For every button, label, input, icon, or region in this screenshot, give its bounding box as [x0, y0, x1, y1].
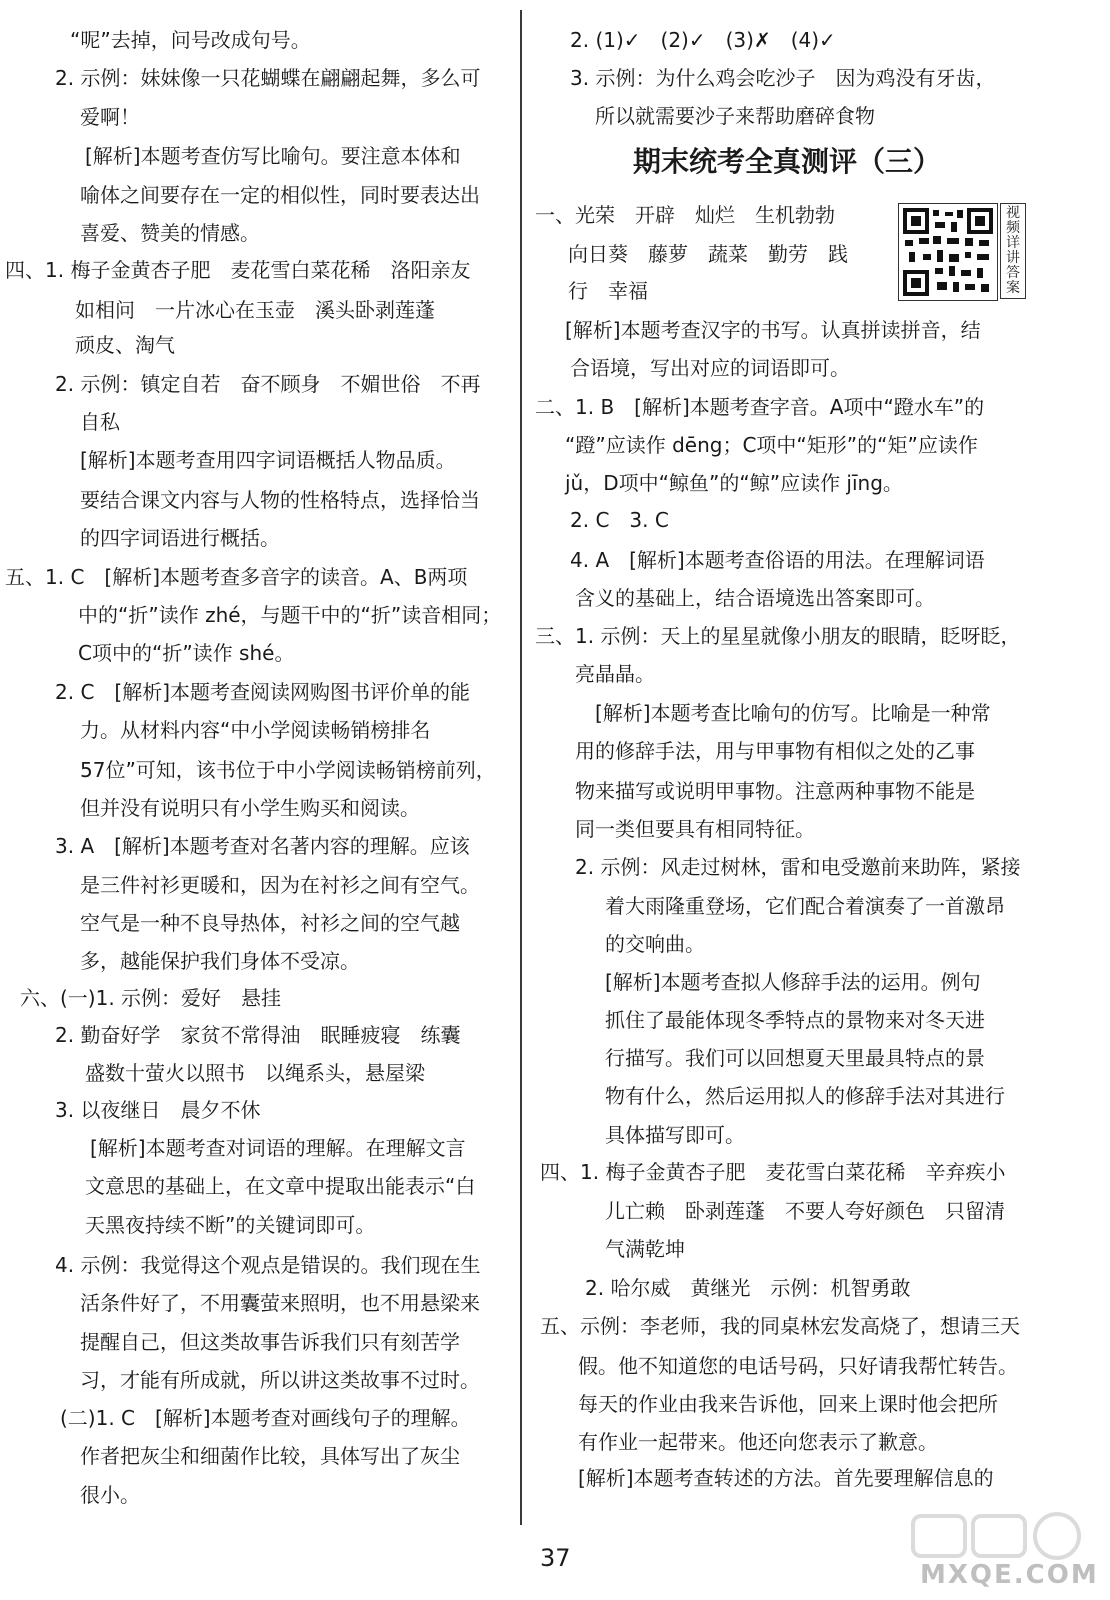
left-text-line: 的四字词语进行概括。 [80, 526, 280, 550]
section-title: 期末统考全真测评（三） [633, 145, 942, 178]
left-text-line: 2. 示例：镇定自若 奋不顾身 不媚世俗 不再 [55, 372, 481, 396]
left-text-line: 自私 [80, 410, 120, 434]
left-text-line: 爱啊！ [80, 105, 140, 129]
right-text-line: 儿亡赖 卧剥莲蓬 不要人夸好颜色 只留清 [605, 1199, 1005, 1223]
left-text-line: [解析]本题考查对词语的理解。在理解文言 [90, 1136, 466, 1160]
right-text-line: 三、1. 示例：天上的星星就像小朋友的眼睛，眨呀眨， [535, 624, 1021, 648]
right-text-line: 2. (1)✓ (2)✓ (3)✗ (4)✓ [570, 28, 836, 52]
right-text-line: 五、示例：李老师，我的同桌林宏发高烧了，想请三天 [540, 1314, 1020, 1338]
left-text-line: 3. 以夜继日 晨夕不休 [55, 1098, 261, 1122]
column-divider [520, 10, 522, 1525]
left-text-line: 力。从材料内容“中小学阅读畅销榜排名 [80, 718, 431, 742]
right-text-line: 亮晶晶。 [575, 662, 655, 686]
right-text-line: 四、1. 梅子金黄杏子肥 麦花雪白菜花稀 辛弃疾小 [540, 1160, 1006, 1184]
right-text-line: 同一类但要具有相同特征。 [575, 817, 815, 841]
right-text-line: 物有什么，然后运用拟人的修辞手法对其进行 [605, 1084, 1005, 1108]
left-text-line: 作者把灰尘和细菌作比较，具体写出了灰尘 [80, 1444, 460, 1468]
left-text-line: 很小。 [80, 1483, 140, 1507]
right-text-line: 二、1. B [解析]本题考查字音。A项中“蹬水车”的 [535, 395, 985, 419]
left-text-line: 天黑夜持续不断”的关键词即可。 [85, 1213, 376, 1237]
left-text-line: 文意思的基础上，在文章中提取出能表示“白 [85, 1174, 476, 1198]
right-text-line: 抓住了最能体现冬季特点的景物来对冬天进 [605, 1008, 985, 1032]
left-text-line: 2. 示例：妹妹像一只花蝴蝶在翩翩起舞，多么可 [55, 66, 481, 90]
right-text-line: 行 幸福 [568, 279, 648, 303]
left-text-line: 是三件衬衫更暖和，因为在衬衫之间有空气。 [80, 873, 480, 897]
right-text-line: 3. 示例：为什么鸡会吃沙子 因为鸡没有牙齿， [570, 66, 996, 90]
left-text-line: 五、1. C [解析]本题考查多音字的读音。A、B两项 [5, 565, 468, 589]
left-text-line: 2. C [解析]本题考查阅读网购图书评价单的能 [55, 680, 471, 704]
right-text-line: 所以就需要沙子来帮助磨碎食物 [595, 104, 875, 128]
left-text-line: 如相问 一片冰心在玉壶 溪头卧剥莲蓬 [75, 298, 435, 322]
left-text-line: 喻体之间要存在一定的相似性，同时要表达出 [80, 183, 480, 207]
right-text-line: jǔ，D项中“鲸鱼”的“鲸”应读作 jīng。 [565, 471, 903, 495]
right-text-line: [解析]本题考查比喻句的仿写。比喻是一种常 [595, 701, 991, 725]
right-text-line: 4. A [解析]本题考查俗语的用法。在理解词语 [570, 548, 985, 572]
left-text-line: (二)1. C [解析]本题考查对画线句子的理解。 [60, 1406, 471, 1430]
right-text-line: 有作业一起带来。他还向您表示了歉意。 [578, 1430, 938, 1454]
qr-label: 视频详讲答案 [1000, 203, 1026, 299]
left-text-line: [解析]本题考查用四字词语概括人物品质。 [80, 448, 456, 472]
left-text-line: 盛数十萤火以照书 以绳系头，悬屋梁 [85, 1061, 425, 1085]
left-text-line: 活条件好了，不用囊萤来照明，也不用悬梁来 [80, 1291, 480, 1315]
qr-code[interactable] [898, 203, 998, 301]
left-text-line: 2. 勤奋好学 家贫不常得油 眠睡疲寝 练囊 [55, 1023, 461, 1047]
left-text-line: C项中的“折”读作 shé。 [78, 641, 295, 665]
left-text-line: 中的“折”读作 zhé，与题干中的“折”读音相同； [78, 603, 502, 627]
right-text-line: 的交响曲。 [605, 932, 705, 956]
left-text-line: 喜爱、赞美的情感。 [80, 221, 260, 245]
left-text-line: 习，才能有所成就，所以讲这类故事不过时。 [80, 1368, 480, 1392]
right-text-line: “蹬”应读作 dēng；C项中“矩形”的“矩”应读作 [565, 433, 978, 457]
right-text-line: 具体描写即可。 [605, 1123, 745, 1147]
left-text-line: 六、(一)1. 示例：爱好 悬挂 [20, 986, 282, 1010]
right-text-line: 行描写。我们可以回想夏天里最具特点的景 [605, 1046, 985, 1070]
right-text-line: 2. 示例：风走过树林，雷和电受邀前来助阵，紧接 [575, 855, 1021, 879]
right-text-line: [解析]本题考查转述的方法。首先要理解信息的 [578, 1466, 994, 1490]
qr-code-image [899, 204, 997, 300]
left-text-line: “呢”去掉，问号改成句号。 [70, 28, 311, 52]
right-text-line: 假。他不知道您的电话号码，只好请我帮忙转告。 [578, 1354, 1018, 1378]
left-text-line: 要结合课文内容与人物的性格特点，选择恰当 [80, 488, 480, 512]
left-text-line: 四、1. 梅子金黄杏子肥 麦花雪白菜花稀 洛阳亲友 [5, 258, 471, 282]
right-text-line: 2. 哈尔威 黄继光 示例：机智勇敢 [585, 1276, 911, 1300]
watermark-url: MXQE.COM [920, 1560, 1099, 1590]
left-text-line: 4. 示例：我觉得这个观点是错误的。我们现在生 [55, 1253, 481, 1277]
right-text-line: 物来描写或说明甲事物。注意两种事物不能是 [575, 779, 975, 803]
left-text-line: 空气是一种不良导热体，衬衫之间的空气越 [80, 911, 460, 935]
right-text-line: 合语境，写出对应的词语即可。 [570, 356, 850, 380]
left-text-line: 提醒自己，但这类故事告诉我们只有刻苦学 [80, 1330, 460, 1354]
right-text-line: 向日葵 藤萝 蔬菜 勤劳 践 [568, 242, 848, 266]
left-text-line: 3. A [解析]本题考查对名著内容的理解。应该 [55, 834, 470, 858]
right-text-line: 气满乾坤 [605, 1237, 685, 1261]
right-text-line: [解析]本题考查拟人修辞手法的运用。例句 [605, 970, 981, 994]
right-text-line: [解析]本题考查汉字的书写。认真拼读拼音，结 [565, 318, 981, 342]
left-text-line: 多，越能保护我们身体不受凉。 [80, 949, 360, 973]
right-text-line: 用的修辞手法，用与甲事物有相似之处的乙事 [575, 739, 975, 763]
right-text-line: 着大雨隆重登场，它们配合着演奏了一首激昂 [605, 894, 1005, 918]
left-text-line: [解析]本题考查仿写比喻句。要注意本体和 [85, 144, 461, 168]
left-text-line: 但并没有说明只有小学生购买和阅读。 [80, 796, 420, 820]
right-text-line: 含义的基础上，结合语境选出答案即可。 [575, 586, 935, 610]
right-text-line: 2. C 3. C [570, 508, 669, 532]
left-text-line: 57位”可知，该书位于中小学阅读畅销榜前列， [80, 758, 496, 782]
right-text-line: 一、光荣 开辟 灿烂 生机勃勃 [535, 203, 835, 227]
left-text-line: 顽皮、淘气 [75, 333, 175, 357]
right-text-line: 每天的作业由我来告诉他，回来上课时他会把所 [578, 1392, 998, 1416]
page-number: 37 [540, 1544, 571, 1572]
